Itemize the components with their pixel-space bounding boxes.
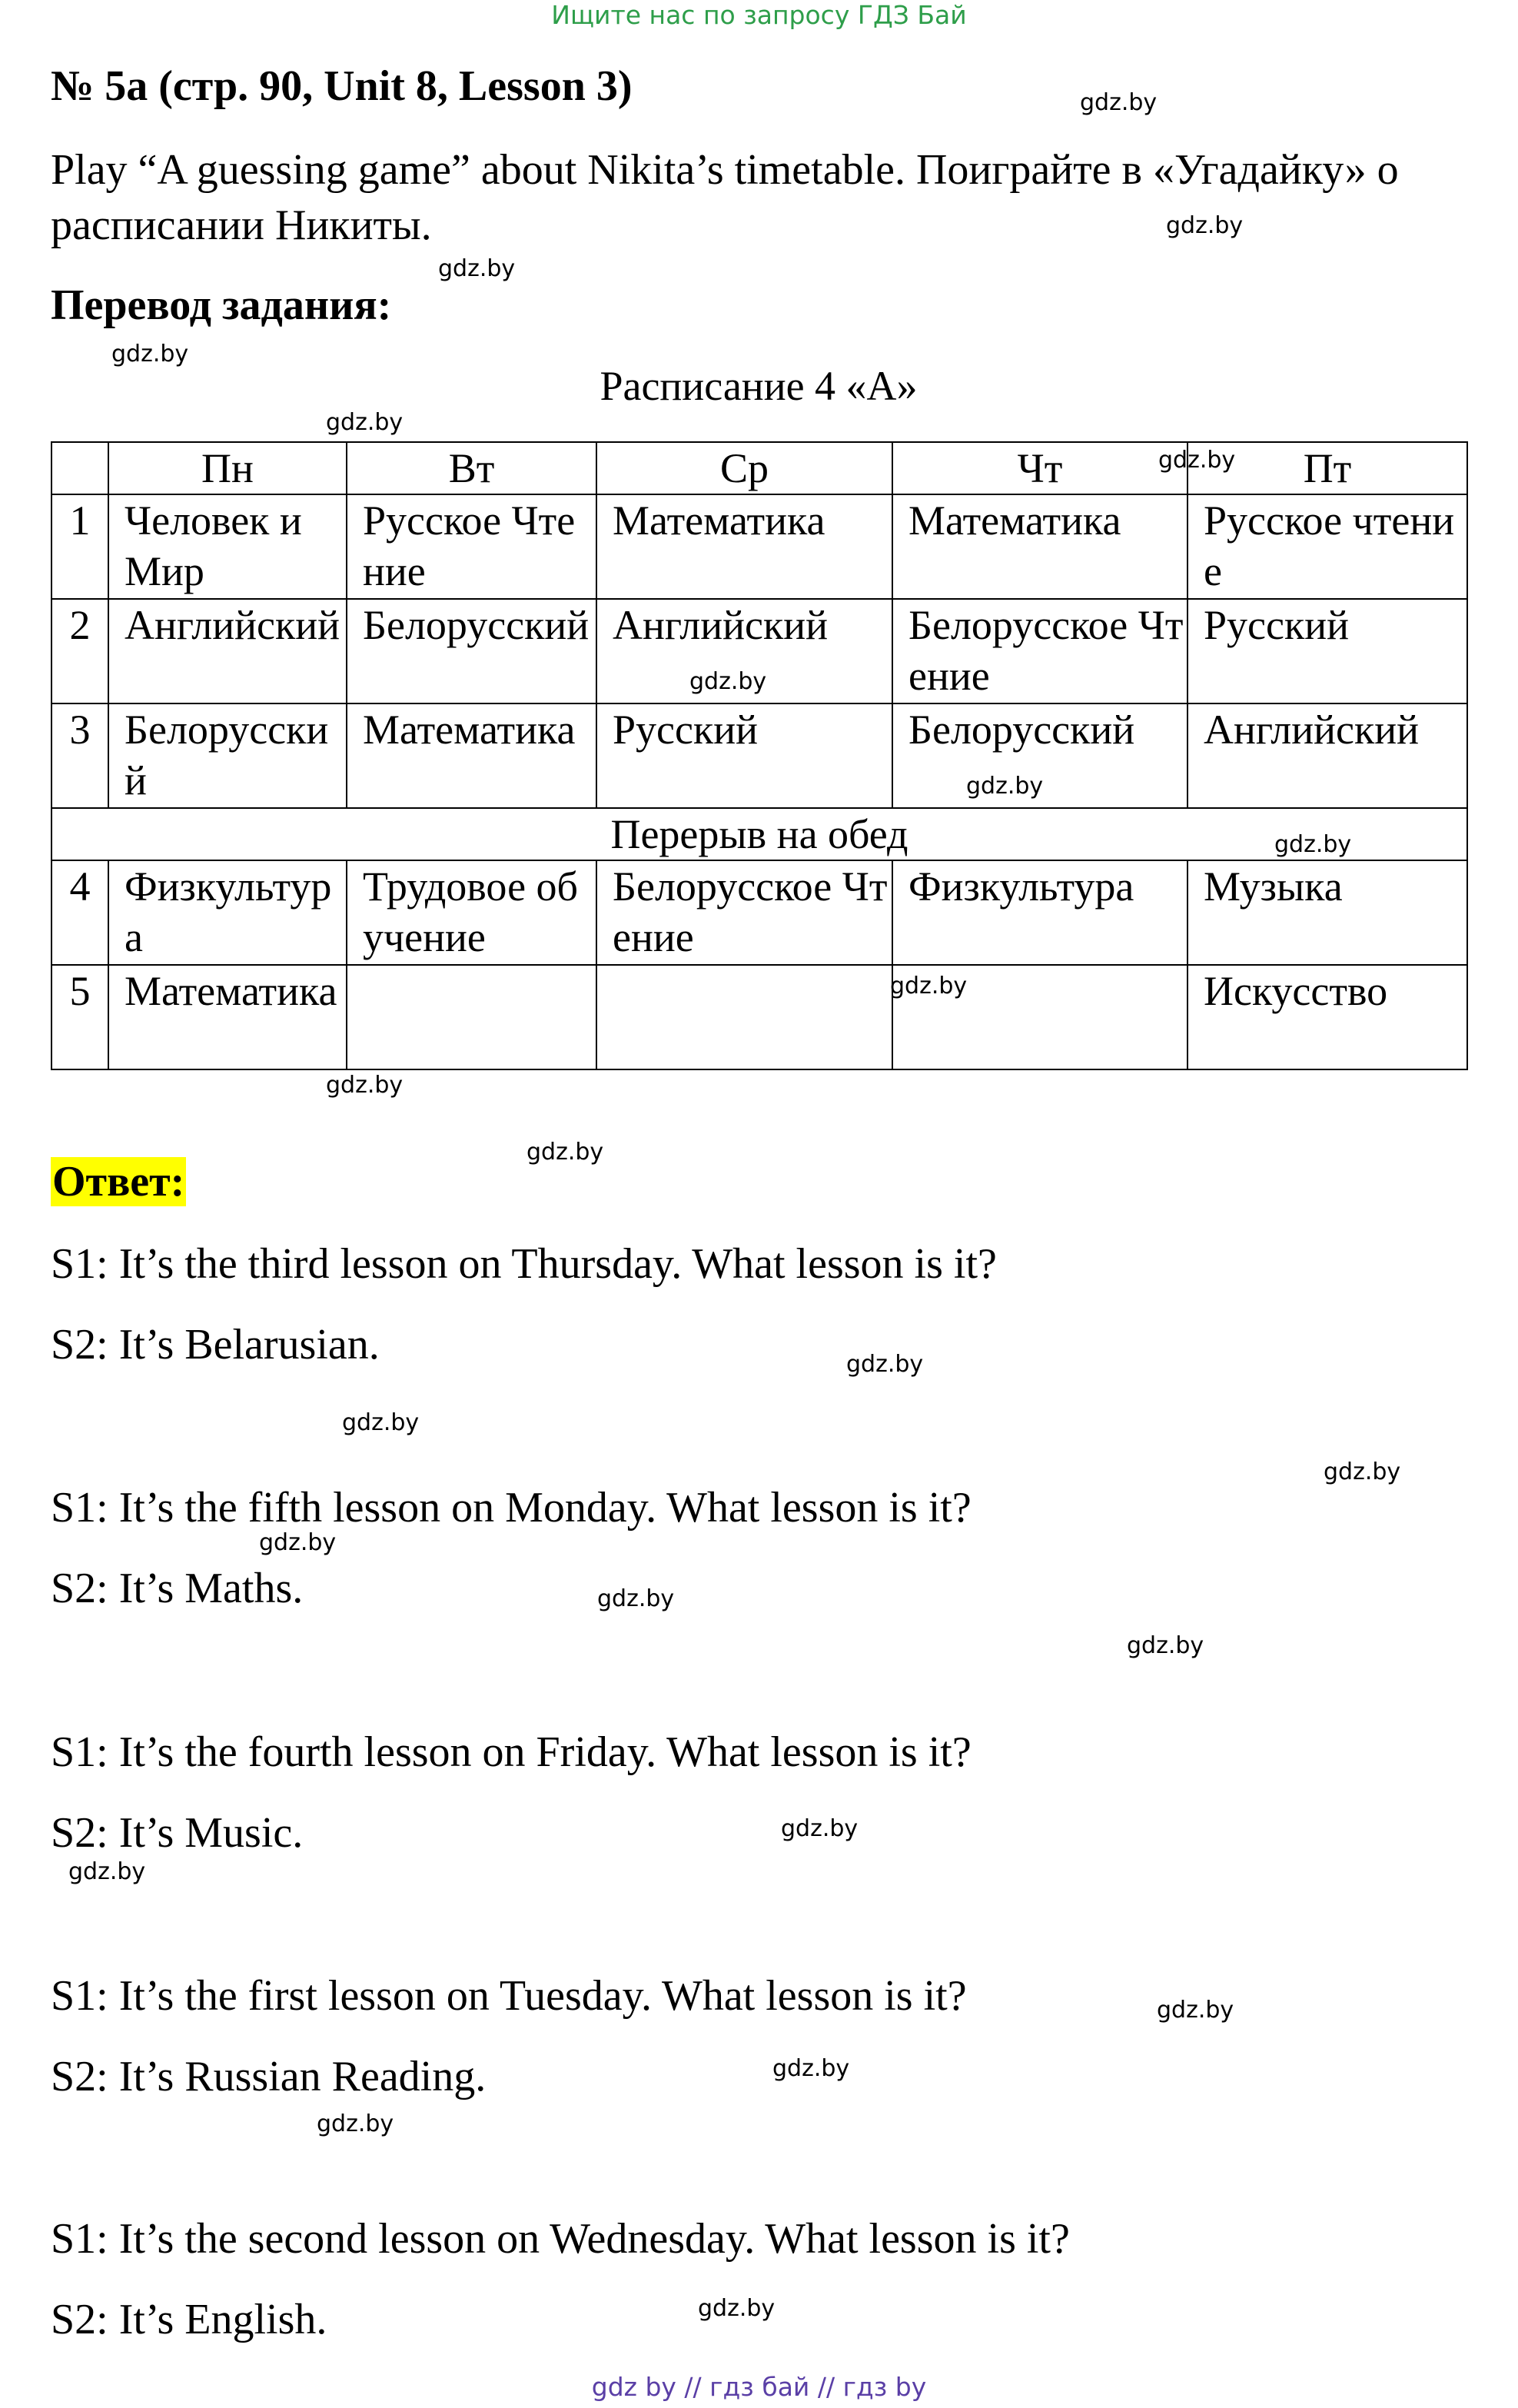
translation-heading: Перевод задания: [51,281,392,329]
lesson-number: 4 [51,860,108,965]
lesson-cell: Математика [108,965,347,1069]
lesson-cell: Белорусский [108,703,347,808]
lesson-cell: Физкультура [892,860,1187,965]
watermark: gdz.by [68,1858,146,1885]
day-header: Ср [596,442,892,494]
dialog-line: S2: It’s Music. [51,1809,304,1857]
watermark: gdz.by [1324,1458,1401,1485]
watermark: gdz.by [526,1139,604,1166]
lesson-cell: Музыка [1187,860,1467,965]
lesson-cell: Математика [596,494,892,599]
watermark: gdz.by [259,1529,337,1556]
watermark: gdz.by [846,1351,924,1378]
watermark: gdz.by [1080,89,1158,116]
lesson-cell [347,965,596,1069]
timetable [51,441,1468,1070]
lesson-number: 2 [51,599,108,703]
lesson-cell: Белорусский [892,703,1187,808]
watermark: gdz.by [317,2110,394,2137]
watermark: gdz.by [1127,1632,1204,1659]
lesson-cell: Английский [1187,703,1467,808]
lunch-row [51,808,1467,860]
watermark: gdz.by [326,1072,404,1099]
table-row [51,703,1467,808]
watermark: gdz.by [781,1815,859,1842]
watermark: gdz.by [772,2055,850,2082]
answer-label: Ответ: [52,1158,185,1206]
dialog-line: S2: It’s Russian Reading. [51,2053,487,2100]
watermark: gdz.by [597,1585,675,1612]
table-caption: Расписание 4 «А» [600,363,918,409]
lesson-cell: Русский [596,703,892,808]
lesson-number: 5 [51,965,108,1069]
watermark: gdz.by [966,773,1044,800]
day-header: Чт [892,442,1187,494]
day-header: Пт [1187,442,1467,494]
watermark: gdz.by [1274,831,1352,858]
dialog-line: S1: It’s the second lesson on Wednesday. What lesson is it? [51,2215,1070,2263]
lesson-cell: Физкультура [108,860,347,965]
watermark: gdz.by [326,409,404,436]
timetable-header-row [51,442,1467,494]
lesson-cell: Белорусское Чтение [892,599,1187,703]
watermark: gdz.by [1157,1997,1234,2024]
table-row [51,965,1467,1069]
day-header: Вт [347,442,596,494]
dialog-line: S2: It’s Belarusian. [51,1321,380,1369]
dialog-line: S2: It’s English. [51,2296,327,2343]
lesson-number: 3 [51,703,108,808]
watermark: gdz.by [342,1409,420,1436]
top-banner[interactable]: Ищите нас по запросу ГДЗ Бай [551,0,967,30]
watermark: gdz.by [890,973,968,999]
task-text: Play “A guessing game” about Nikita’s timetable. Поиграйте в «Угадайку» о расписании Никиты. [51,146,1399,249]
lesson-cell: Математика [347,703,596,808]
day-header: Пн [108,442,347,494]
lesson-cell: Английский [108,599,347,703]
dialog-line: S1: It’s the fourth lesson on Friday. What lesson is it? [51,1728,972,1776]
lunch-break: Перерыв на обед [51,808,1467,860]
watermark: gdz.by [438,255,516,282]
bottom-banner[interactable]: gdz by // гдз бай // гдз by [591,2372,927,2402]
dialog-line: S1: It’s the first lesson on Tuesday. What lesson is it? [51,1972,967,2020]
watermark: gdz.by [698,2295,776,2322]
watermark: gdz.by [1158,447,1236,474]
dialog-line: S1: It’s the fifth lesson on Monday. What lesson is it? [51,1484,972,1532]
watermark: gdz.by [1166,212,1244,239]
lesson-cell [596,965,892,1069]
header-corner [51,442,108,494]
dialog-line: S2: It’s Maths. [51,1565,304,1612]
lesson-cell: Трудовое обучение [347,860,596,965]
lesson-cell: Искусство [1187,965,1467,1069]
watermark: gdz.by [111,341,189,368]
lesson-cell: Белорусское Чтение [596,860,892,965]
lesson-number: 1 [51,494,108,599]
dialog-line: S1: It’s the third lesson on Thursday. What lesson is it? [51,1240,997,1288]
lesson-cell: Русское чтение [1187,494,1467,599]
lesson-cell: Русское Чтение [347,494,596,599]
watermark: gdz.by [689,668,767,695]
lesson-cell: Математика [892,494,1187,599]
table-row [51,494,1467,599]
lesson-cell: Белорусский [347,599,596,703]
lesson-cell: Русский [1187,599,1467,703]
exercise-title: № 5a (стр. 90, Unit 8, Lesson 3) [51,62,633,110]
lesson-cell: Английский [596,599,892,703]
lesson-cell: Человек и Мир [108,494,347,599]
table-row [51,860,1467,965]
